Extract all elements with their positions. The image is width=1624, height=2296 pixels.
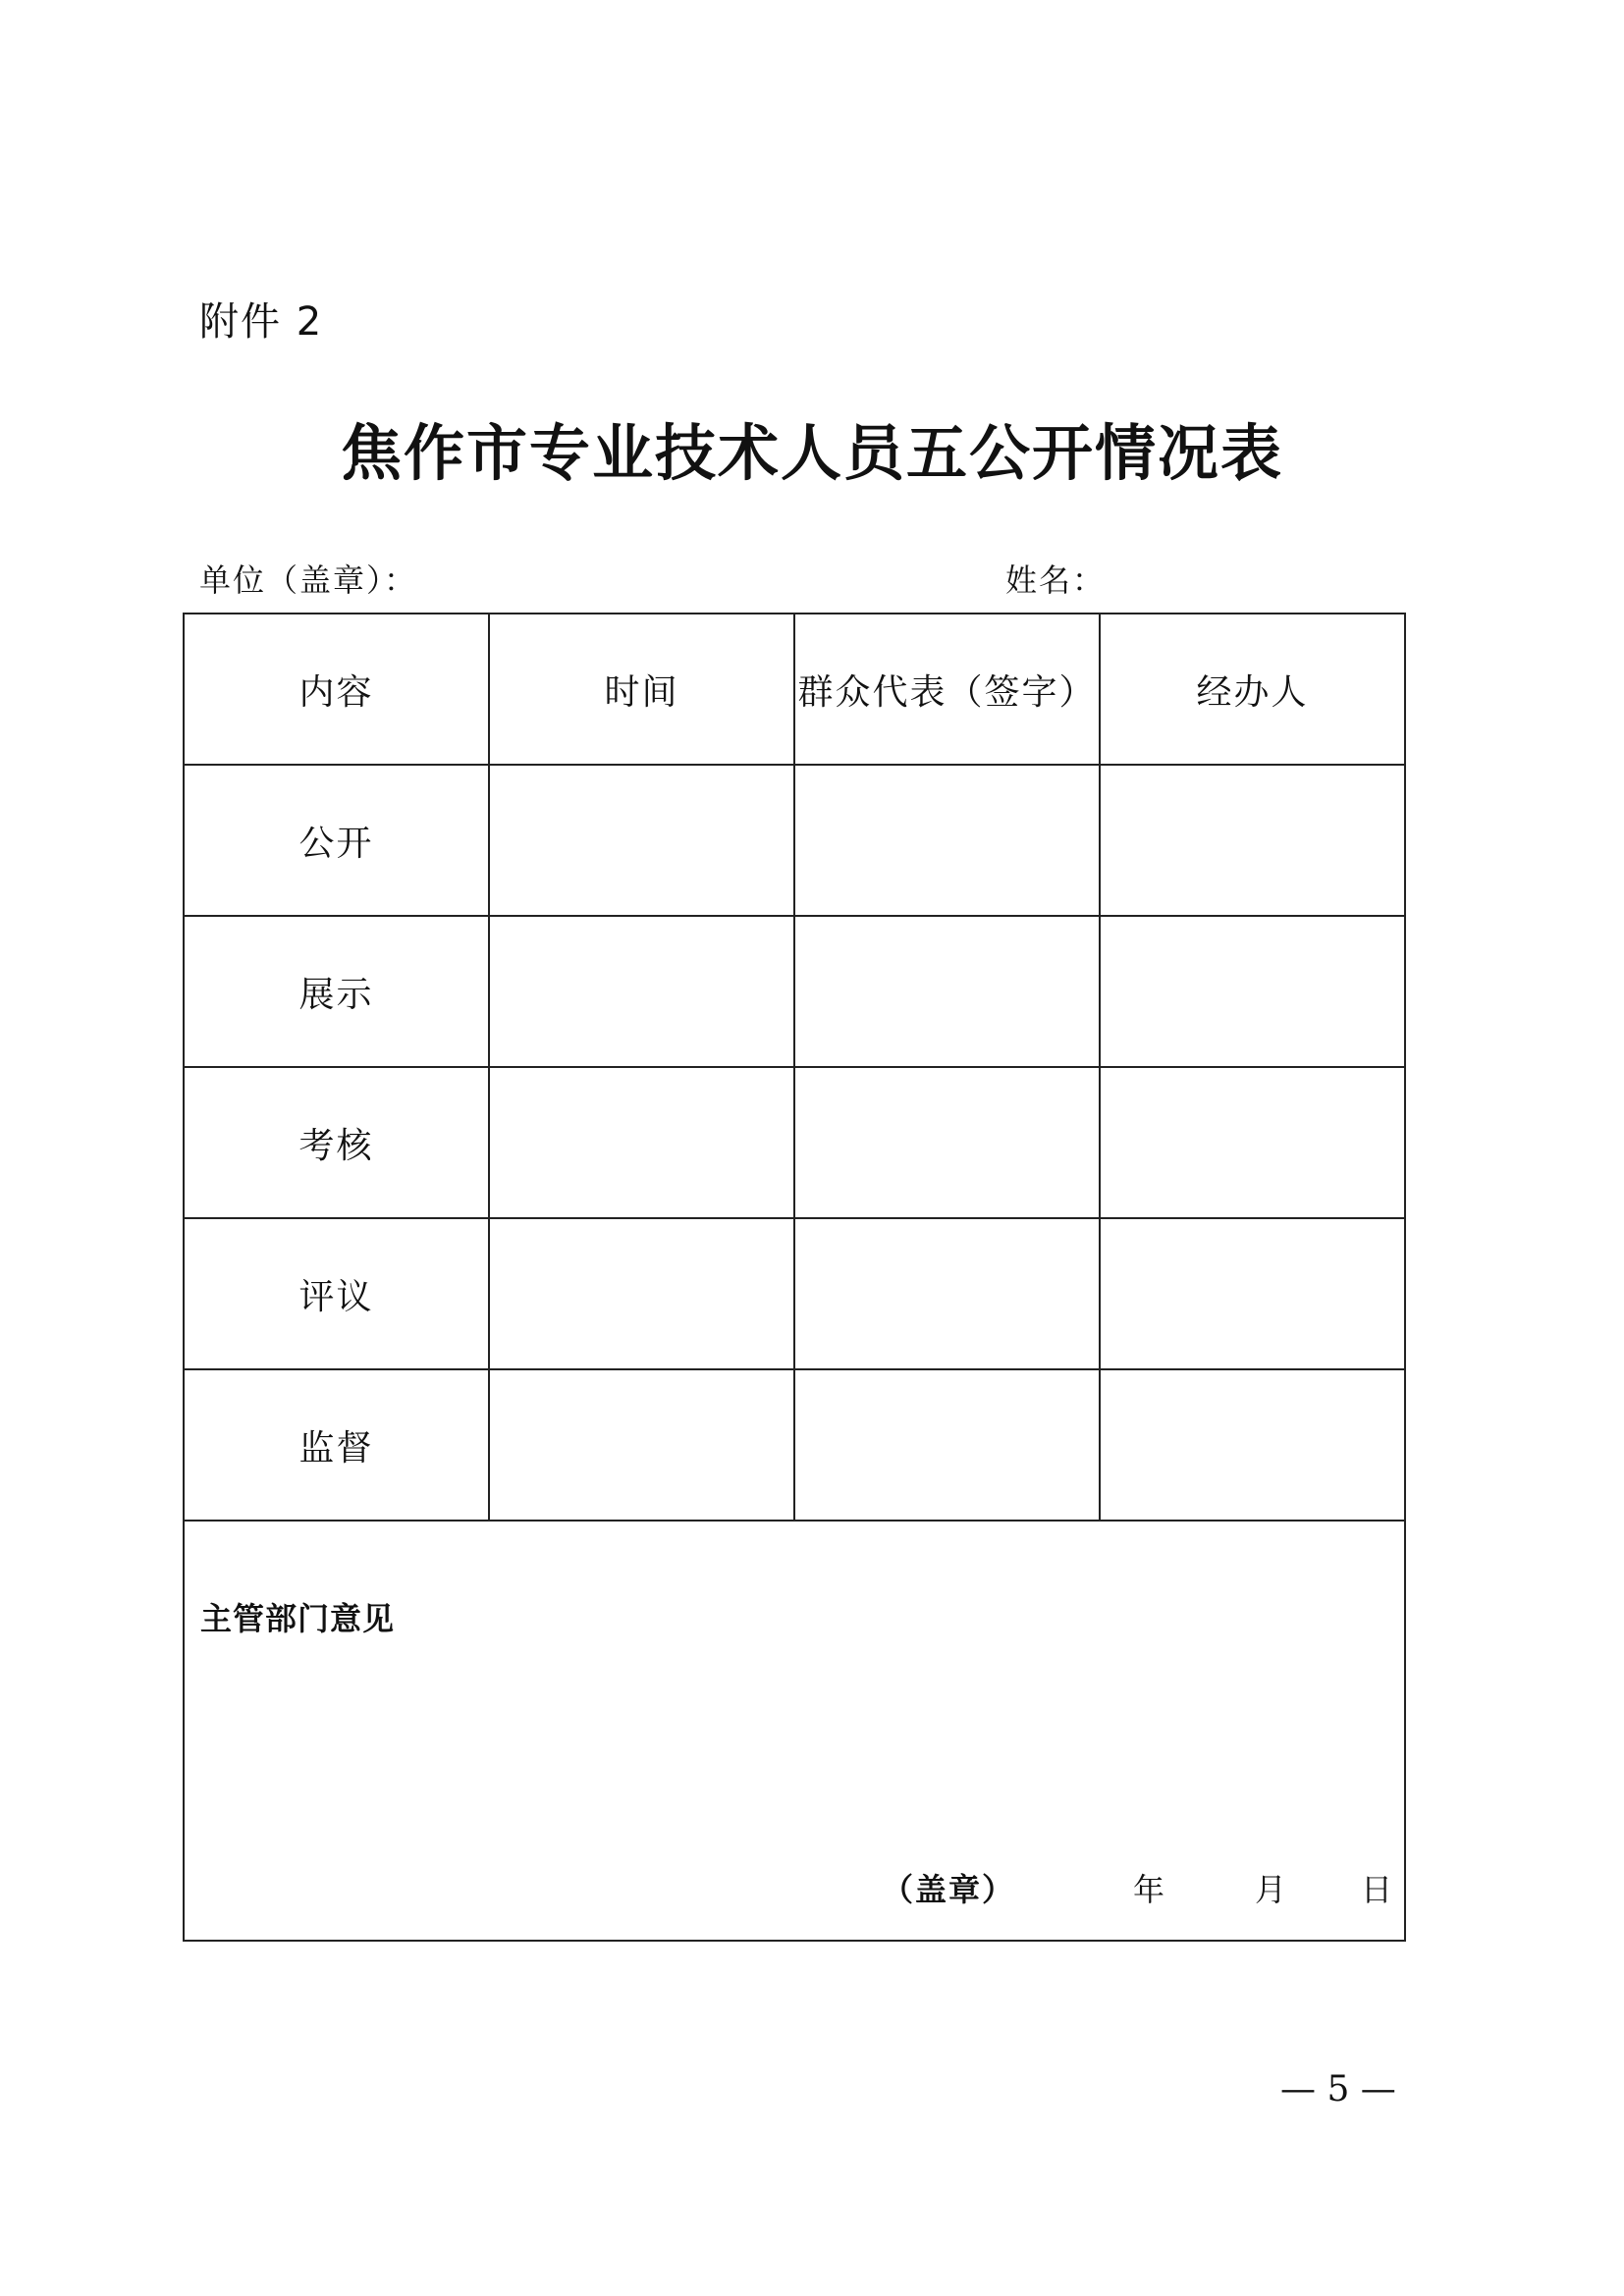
page-title: 焦作市专业技术人员五公开情况表 xyxy=(340,417,1283,489)
time-cell[interactable] xyxy=(489,1067,794,1218)
year-label: 年 xyxy=(1133,1871,1167,1908)
table-row xyxy=(184,1369,1405,1521)
attachment-label: 附件 2 xyxy=(199,299,324,345)
signature-cell[interactable] xyxy=(794,765,1100,916)
row-label: 公开 xyxy=(184,765,489,916)
row-label: 监督 xyxy=(184,1369,489,1521)
header-time: 时间 xyxy=(489,614,794,765)
row-label: 评议 xyxy=(184,1218,489,1369)
row-label: 考核 xyxy=(184,1067,489,1218)
day-label: 日 xyxy=(1361,1871,1395,1908)
header-handler: 经办人 xyxy=(1100,614,1405,765)
signature-cell[interactable] xyxy=(794,1369,1100,1521)
stamp-label: （盖章） xyxy=(882,1871,1016,1908)
opinion-cell[interactable] xyxy=(184,1521,1405,1941)
signature-cell[interactable] xyxy=(794,1067,1100,1218)
signature-cell[interactable] xyxy=(794,916,1100,1067)
page-number: — 5 — xyxy=(1280,2069,1396,2109)
row-label: 展示 xyxy=(184,916,489,1067)
header-public-representative: 群众代表（签字） xyxy=(794,614,1100,765)
name-label: 姓名： xyxy=(1005,561,1107,599)
disclosure-table xyxy=(183,613,1406,1942)
time-cell[interactable] xyxy=(489,765,794,916)
handler-cell[interactable] xyxy=(1100,1218,1405,1369)
opinion-label: 主管部门意见 xyxy=(200,1600,396,1637)
header-content: 内容 xyxy=(184,614,489,765)
time-cell[interactable] xyxy=(489,1369,794,1521)
handler-cell[interactable] xyxy=(1100,1067,1405,1218)
table-header-row xyxy=(184,614,1405,765)
handler-cell[interactable] xyxy=(1100,765,1405,916)
table-row xyxy=(184,1067,1405,1218)
month-label: 月 xyxy=(1255,1871,1289,1908)
signature-cell[interactable] xyxy=(794,1218,1100,1369)
table-row xyxy=(184,765,1405,916)
handler-cell[interactable] xyxy=(1100,1369,1405,1521)
table-row xyxy=(184,916,1405,1067)
time-cell[interactable] xyxy=(489,916,794,1067)
table-row xyxy=(184,1218,1405,1369)
unit-stamp-label: 单位（盖章）： xyxy=(199,561,418,599)
handler-cell[interactable] xyxy=(1100,916,1405,1067)
opinion-row xyxy=(184,1521,1405,1941)
time-cell[interactable] xyxy=(489,1218,794,1369)
